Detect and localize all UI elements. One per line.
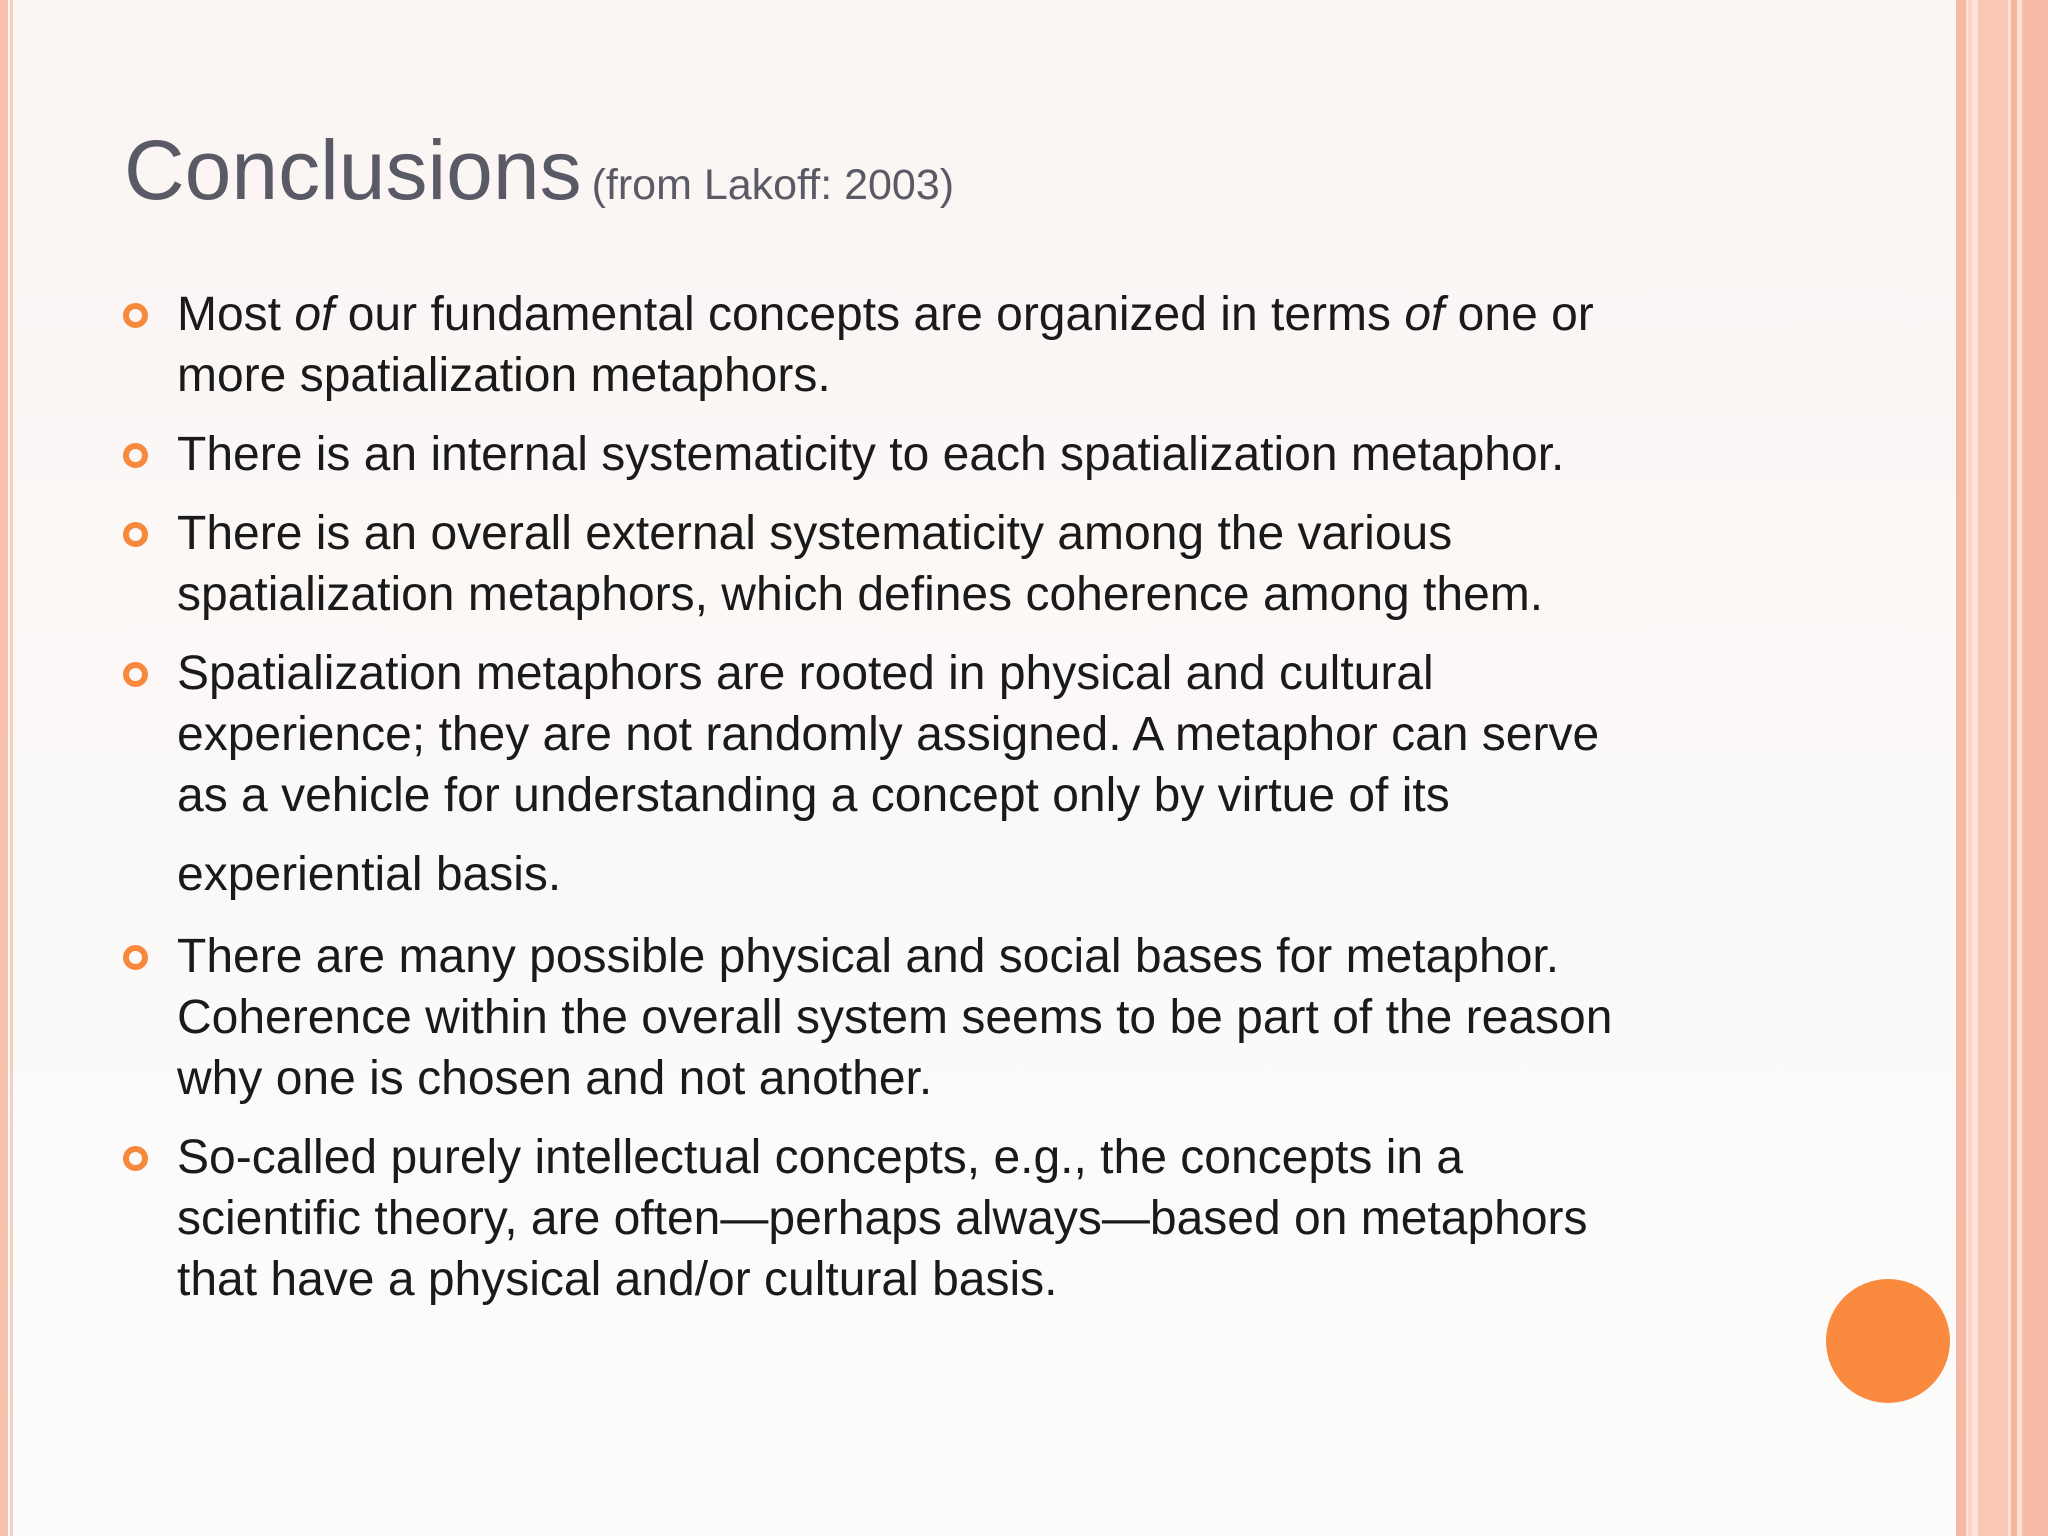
bullet-item	[177, 424, 1737, 485]
title-citation: (from Lakoff: 2003)	[591, 161, 955, 209]
bullet-line	[177, 765, 1737, 826]
text-segment: There are many possible physical and social bases for metaphor.	[177, 930, 1560, 983]
text-segment: why one is chosen and not another.	[177, 1052, 933, 1105]
hollow-circle-bullet-icon	[123, 522, 148, 547]
stripe	[2022, 0, 2048, 1536]
text-segment: There is an overall external systematicity among the various	[177, 507, 1453, 560]
orange-circle-decoration	[1826, 1279, 1950, 1403]
bullet-line	[177, 564, 1737, 625]
text-segment: more spatialization metaphors.	[177, 349, 831, 402]
text-segment: as a vehicle for understanding a concept only by virtue of its	[177, 769, 1450, 822]
italic-word: of	[1404, 288, 1445, 341]
bullet-line	[177, 704, 1737, 765]
stripe	[2011, 0, 2017, 1536]
italic-word: of	[294, 288, 335, 341]
text-segment: one or	[1444, 288, 1594, 341]
text-segment: Most	[177, 288, 295, 341]
title-text: Conclusions	[124, 123, 582, 217]
slide-title	[124, 123, 955, 217]
text-segment: Coherence within the overall system seems to be part of the reason	[177, 991, 1613, 1044]
stripe	[1956, 0, 1966, 1536]
hollow-circle-bullet-icon	[123, 443, 148, 468]
hollow-circle-bullet-icon	[123, 945, 148, 970]
bullet-item	[177, 284, 1737, 406]
bullet-item	[177, 503, 1737, 625]
text-segment: There is an internal systematicity to each spatialization metaphor.	[177, 428, 1565, 481]
hollow-circle-bullet-icon	[123, 662, 148, 687]
bullet-line	[177, 844, 1737, 905]
text-segment: experience; they are not randomly assigned. A metaphor can serve	[177, 708, 1600, 761]
text-segment: Spatialization metaphors are rooted in physical and cultural	[177, 647, 1434, 700]
left-border-stripe-thin	[10, 0, 13, 1536]
bullet-line	[177, 345, 1737, 406]
bullet-line	[177, 424, 1737, 485]
bullet-line	[177, 643, 1737, 704]
bullet-line	[177, 1127, 1737, 1188]
left-border-stripe	[0, 0, 8, 1536]
hollow-circle-bullet-icon	[123, 303, 148, 328]
stripe	[1968, 0, 1972, 1536]
bullet-item	[177, 926, 1737, 1109]
text-segment: experiential basis.	[177, 848, 562, 901]
bullet-line	[177, 1048, 1737, 1109]
stripe	[1978, 0, 2008, 1536]
bullet-line	[177, 1188, 1737, 1249]
text-segment: that have a physical and/or cultural basis.	[177, 1253, 1058, 1306]
text-segment: spatialization metaphors, which defines coherence among them.	[177, 568, 1544, 621]
bullet-line	[177, 987, 1737, 1048]
text-segment: So-called purely intellectual concepts, e.g., the concepts in a	[177, 1131, 1464, 1184]
bullet-line	[177, 926, 1737, 987]
bullet-line	[177, 1249, 1737, 1310]
bullet-line	[177, 284, 1737, 345]
text-segment: our fundamental concepts are organized in terms	[334, 288, 1405, 341]
bullet-item	[177, 1127, 1737, 1310]
bullet-line	[177, 503, 1737, 564]
bullet-item	[177, 643, 1737, 905]
hollow-circle-bullet-icon	[123, 1146, 148, 1171]
text-segment: scientific theory, are often—perhaps always—based on metaphors	[177, 1192, 1588, 1245]
right-decorative-stripes	[1956, 0, 2048, 1536]
